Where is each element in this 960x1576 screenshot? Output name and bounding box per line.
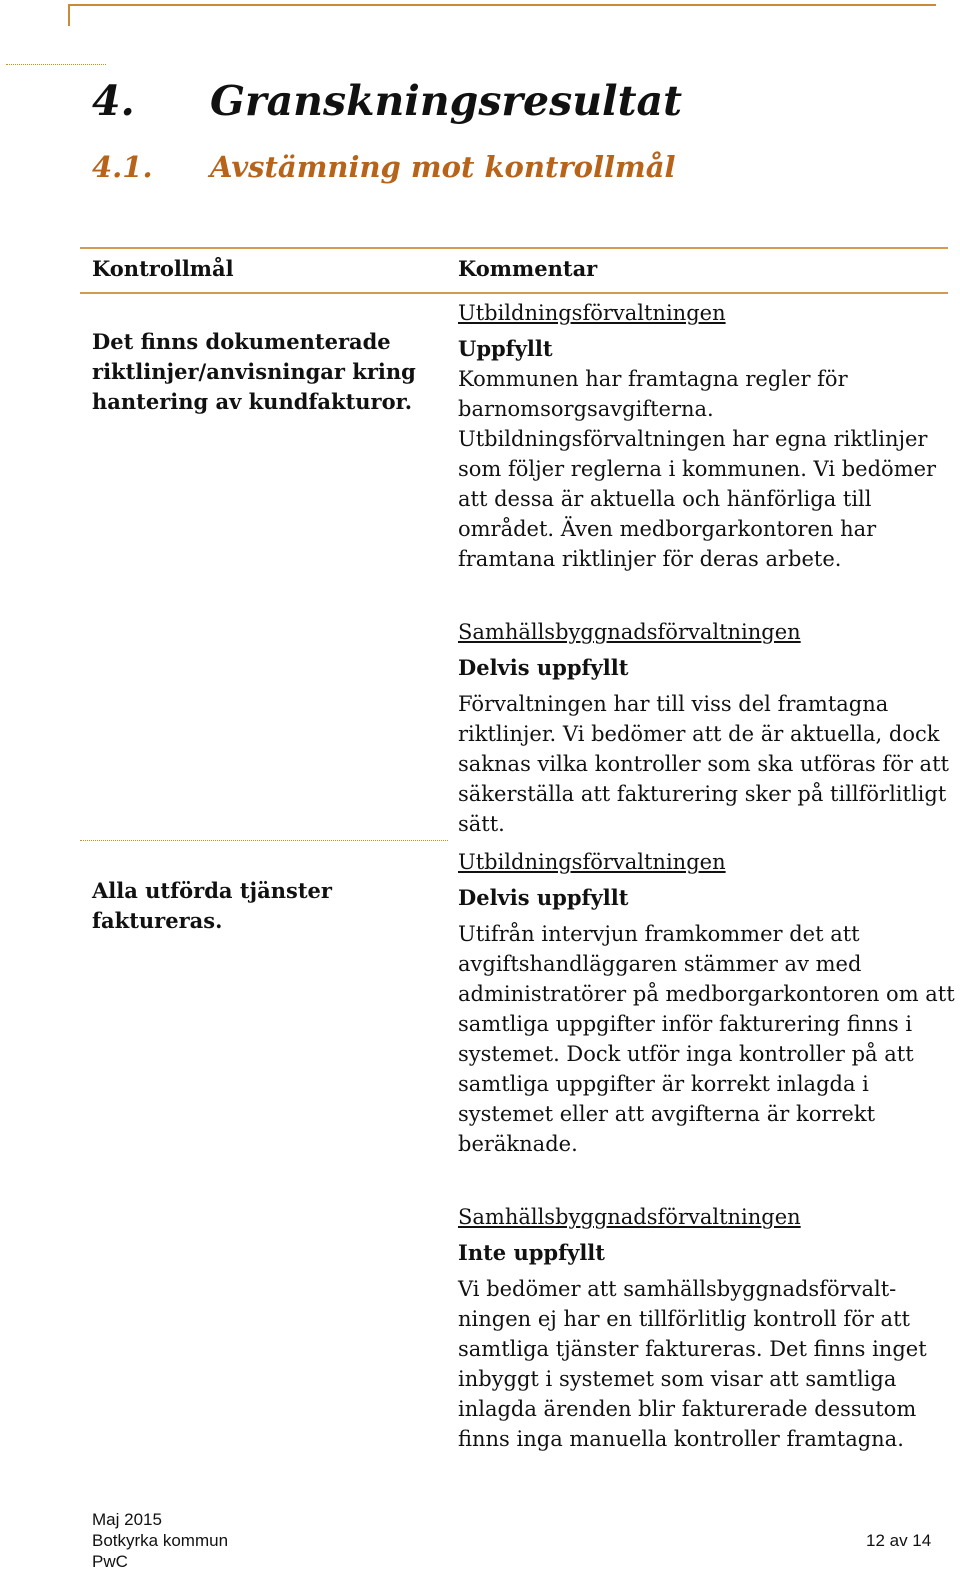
department-name: Utbildningsförvaltningen bbox=[458, 301, 726, 325]
column-header-kontrollmal: Kontrollmål bbox=[92, 256, 234, 281]
comment-line: inlagda ärenden blir fakturerade dessutom bbox=[458, 1397, 917, 1421]
comment-block-4 bbox=[458, 1202, 948, 1454]
table-header-rule bbox=[80, 292, 948, 294]
comment-line: beräknade. bbox=[458, 1132, 578, 1156]
comment-line: säkerställa att fakturering sker på tillförlitligt bbox=[458, 782, 947, 806]
comment-line: systemet eller att avgifterna är korrekt bbox=[458, 1102, 876, 1126]
margin-dotted-rule bbox=[6, 64, 106, 65]
status-label: Inte uppfyllt bbox=[458, 1240, 605, 1265]
comment-line: Utifrån intervjun framkommer det att bbox=[458, 922, 860, 946]
comment-line: finns inga manuella kontroller framtagna. bbox=[458, 1427, 904, 1451]
subheading-number: 4.1. bbox=[92, 150, 153, 184]
goal-separator-rule bbox=[80, 840, 448, 841]
goal-1-line: riktlinjer/anvisningar kring bbox=[92, 359, 416, 384]
department-name: Samhällsbyggnadsförvaltningen bbox=[458, 1205, 801, 1229]
comment-line: samtliga uppgifter inför fakturering finns i bbox=[458, 1012, 913, 1036]
footer-firm: PwC bbox=[92, 1552, 128, 1571]
top-corner-tick bbox=[68, 4, 70, 26]
comment-line: riktlinjer. Vi bedömer att de är aktuella, dock bbox=[458, 722, 940, 746]
comment-line: barnomsorgsavgifterna. bbox=[458, 397, 714, 421]
comment-line: samtliga uppgifter är korrekt inlagda i bbox=[458, 1072, 869, 1096]
comment-line: att dessa är aktuella och hänförliga till bbox=[458, 487, 872, 511]
department-name: Samhällsbyggnadsförvaltningen bbox=[458, 620, 801, 644]
comment-line: Vi bedömer att samhällsbyggnadsförvalt- bbox=[458, 1277, 897, 1301]
status-label: Delvis uppfyllt bbox=[458, 885, 629, 910]
comment-line: samtliga tjänster faktureras. Det finns inget bbox=[458, 1337, 927, 1361]
comment-line: Kommunen har framtagna regler för bbox=[458, 367, 848, 391]
footer-organization: Botkyrka kommun bbox=[92, 1531, 229, 1550]
status-label: Delvis uppfyllt bbox=[458, 655, 629, 680]
comment-line: sätt. bbox=[458, 812, 505, 836]
comment-line: som följer reglerna i kommunen. Vi bedömer bbox=[458, 457, 937, 481]
goal-1-line: hantering av kundfakturor. bbox=[92, 389, 413, 414]
comment-line: området. Även medborgarkontoren har bbox=[458, 517, 877, 541]
comment-line: saknas vilka kontroller som ska utföras för att bbox=[458, 752, 949, 776]
comment-line: inbyggt i systemet som visar att samtliga bbox=[458, 1367, 897, 1391]
comment-block-2 bbox=[458, 617, 948, 839]
footer-date: Maj 2015 bbox=[92, 1510, 162, 1529]
department-name: Utbildningsförvaltningen bbox=[458, 850, 726, 874]
comment-line: avgiftshandläggaren stämmer av med bbox=[458, 952, 862, 976]
comment-line: Förvaltningen har till viss del framtagna bbox=[458, 692, 889, 716]
top-rule bbox=[68, 4, 936, 6]
goal-1-line: Det finns dokumenterade bbox=[92, 329, 391, 354]
heading-title: Granskningsresultat bbox=[210, 77, 683, 125]
comment-block-3 bbox=[458, 847, 955, 1159]
column-header-kommentar: Kommentar bbox=[458, 256, 598, 281]
comment-line: Utbildningsförvaltningen har egna riktlinjer bbox=[458, 427, 928, 451]
subheading-title: Avstämning mot kontrollmål bbox=[210, 150, 676, 184]
page-number: 12 av 14 bbox=[866, 1531, 932, 1550]
goal-2-line: faktureras. bbox=[92, 908, 223, 933]
comment-block-1 bbox=[458, 298, 948, 574]
status-label: Uppfyllt bbox=[458, 336, 553, 361]
comment-line: administratörer på medborgarkontoren om att bbox=[458, 982, 955, 1006]
table-top-rule bbox=[80, 247, 948, 249]
goal-2-line: Alla utförda tjänster bbox=[92, 878, 332, 903]
comment-line: framtana riktlinjer för deras arbete. bbox=[458, 547, 842, 571]
heading-number: 4. bbox=[92, 77, 135, 125]
comment-line: ningen ej har en tillförlitlig kontroll för att bbox=[458, 1307, 910, 1331]
comment-line: systemet. Dock utför inga kontroller på att bbox=[458, 1042, 914, 1066]
